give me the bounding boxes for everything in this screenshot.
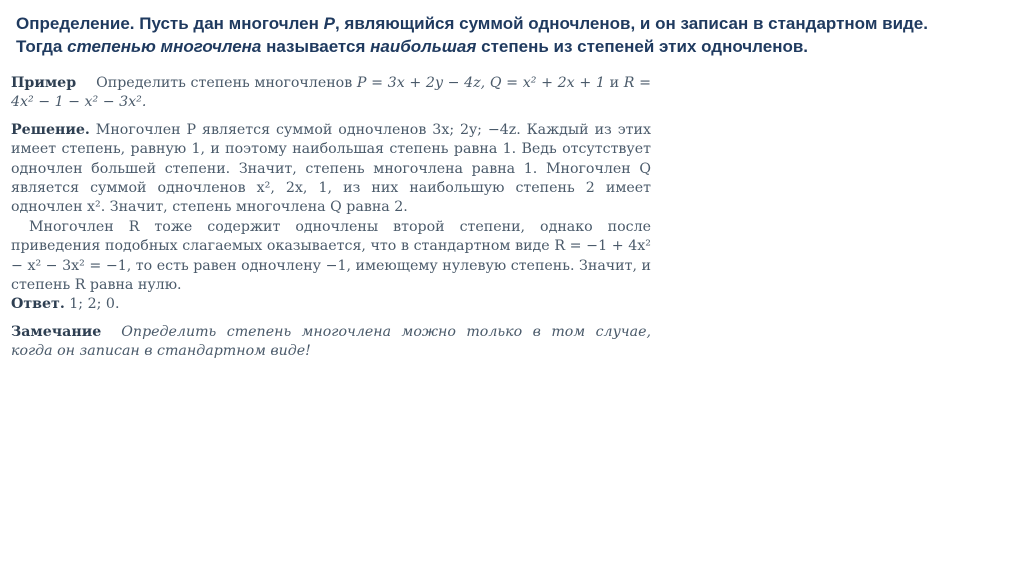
variable-p: P bbox=[323, 14, 335, 33]
scanned-textbook-excerpt bbox=[11, 74, 651, 362]
definition-text: Тогда bbox=[16, 37, 68, 56]
remark-paragraph bbox=[11, 323, 651, 362]
solution-paragraph-1 bbox=[11, 121, 651, 218]
solution-paragraph-2 bbox=[11, 218, 651, 296]
remark-text: Определить степень многочлена можно только в том случае, когда он записан в стандартном виде! bbox=[11, 323, 651, 360]
example-paragraph bbox=[11, 74, 651, 113]
example-and: и bbox=[609, 75, 620, 91]
polynomial-q: Q = x² + 2x + 1 bbox=[489, 75, 605, 91]
definition-text: , являющийся суммой одночленов, и он записан в стандартном виде. bbox=[334, 14, 928, 33]
definition-text: Определение. Пусть дан многочлен bbox=[16, 14, 324, 33]
solution-label: Решение. bbox=[11, 121, 90, 138]
definition-text: степень из степеней этих одночленов. bbox=[476, 37, 809, 56]
solution-text-2: Многочлен R тоже содержит одночлены второй степени, однако после приведения подобных слагаемых оказывается, что в стандартном виде R = −1 + 4x² − x² − 3x² = −1, то есть равен одночлену −1, имеющему нулевую степень. Значит, и степень R равна нулю. bbox=[11, 218, 651, 294]
definition-line-1 bbox=[16, 12, 1016, 35]
polynomial-r: R = 4x² − 1 − x² − 3x². bbox=[11, 75, 651, 111]
definition-heading bbox=[16, 12, 1016, 58]
solution-text-1: Многочлен P является суммой одночленов 3x; 2y; −4z. Каждый из этих имеет степень, равную 1, и поэтому наибольшая степень равна 1. Ведь отсутствует одночлен большей степени. Значит, степень многочлена равна 1. Многочлен Q является суммой одночленов x², 2x, 1, из них наибольшую степень 2 имеет одночлен x². Значит, степень многочлена Q равна 2. bbox=[11, 121, 651, 216]
polynomial-p: P = 3x + 2y − 4z, bbox=[356, 75, 486, 91]
definition-line-2 bbox=[16, 35, 1016, 58]
example-label: Пример bbox=[11, 75, 77, 91]
answer-text: 1; 2; 0. bbox=[69, 296, 120, 313]
definition-text: называется bbox=[261, 37, 371, 56]
remark-label: Замечание bbox=[11, 323, 102, 340]
term-degree-of-polynomial: степенью многочлена bbox=[67, 37, 262, 56]
answer-paragraph bbox=[11, 295, 651, 314]
example-text: Определить степень многочленов bbox=[96, 75, 353, 91]
term-highest: наибольшая bbox=[370, 37, 477, 56]
answer-label: Ответ. bbox=[11, 296, 65, 313]
